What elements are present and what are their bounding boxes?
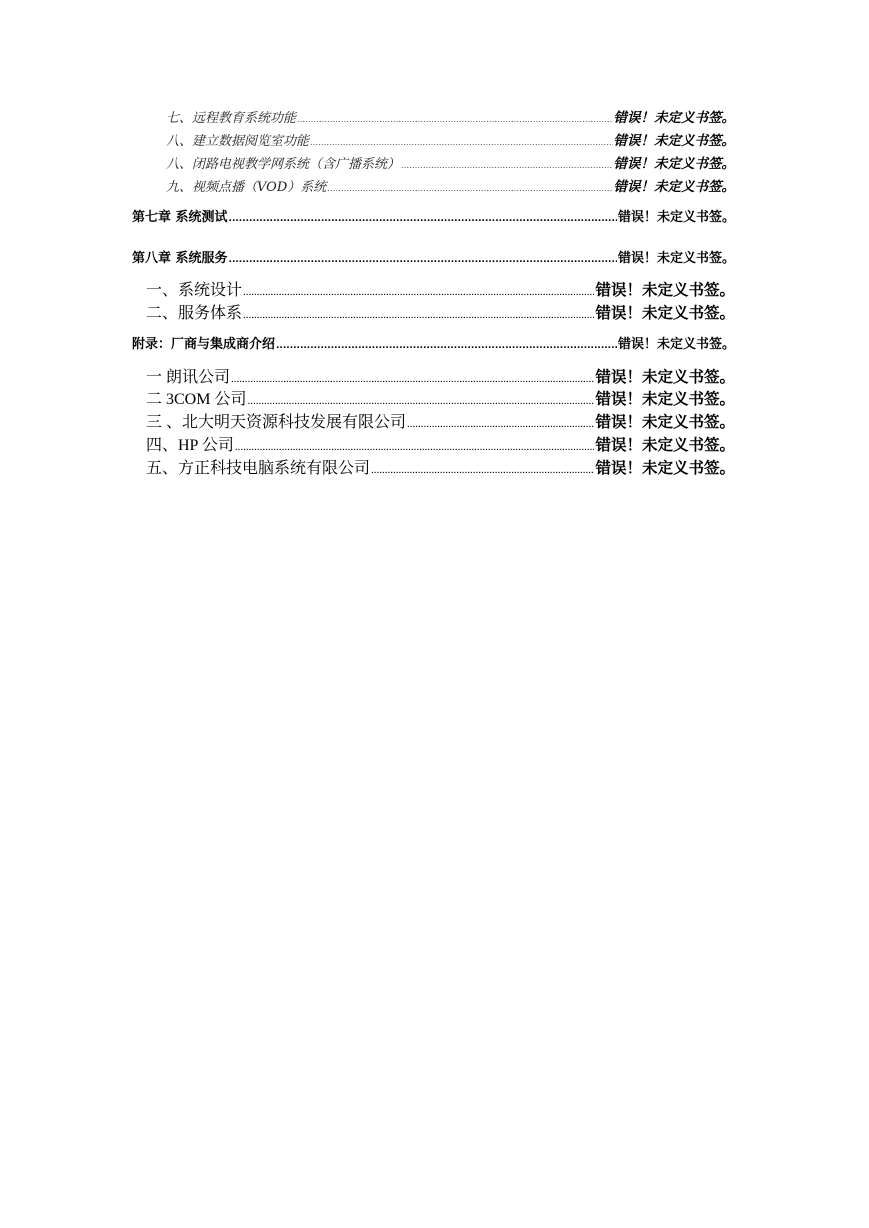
- toc-entry-title: 八、闭路电视教学网系统（含广播系统）: [166, 157, 401, 172]
- toc-leader-dots: [229, 255, 617, 265]
- toc-entry-title: 二、服务体系: [146, 305, 243, 322]
- toc-chapter-7[interactable]: [132, 206, 735, 225]
- toc-leader-dots: [243, 286, 594, 298]
- toc-entry-cctv-network[interactable]: [166, 152, 735, 172]
- toc-entry-title: 第八章 系统服务: [132, 251, 228, 266]
- toc-entry-page: 错误！未定义书签。: [595, 281, 735, 299]
- toc-entry-page: 错误！未定义书签。: [617, 210, 735, 225]
- toc-entry-title: 附录：厂商与集成商介绍: [132, 337, 276, 352]
- toc-leader-dots: [229, 214, 617, 224]
- toc-leader-dots: [310, 138, 612, 147]
- toc-entry-founder[interactable]: [146, 455, 735, 478]
- toc-entry-title: 五、方正科技电脑系统有限公司: [146, 460, 371, 477]
- toc-entry-title: 九、视频点播（VOD）系统: [166, 180, 327, 195]
- toc-leader-dots: [401, 161, 612, 170]
- toc-entry-title: 二 3COM 公司: [146, 391, 247, 408]
- toc-entry-3com[interactable]: [146, 386, 735, 409]
- toc-entry-title: 八、建立数据阅览室功能: [166, 134, 310, 149]
- toc-entry-title: 第七章 系统测试: [132, 210, 228, 225]
- toc-entry-system-design[interactable]: [146, 277, 735, 300]
- toc-entry-hp[interactable]: [146, 432, 735, 455]
- toc-entry-title: 三 、北大明天资源科技发展有限公司: [146, 414, 407, 431]
- toc-leader-dots: [297, 115, 612, 124]
- toc-entry-page: 错误！未定义书签。: [595, 368, 735, 386]
- toc-entry-page: 错误！未定义书签。: [595, 459, 735, 477]
- toc-entry-remote-education[interactable]: [166, 106, 735, 126]
- toc-entry-page: 错误！未定义书签。: [595, 390, 735, 408]
- toc-entry-title: 七、远程教育系统功能: [166, 111, 297, 126]
- toc-entry-title: 一 朗讯公司: [146, 369, 231, 386]
- toc-leader-dots: [231, 373, 594, 385]
- toc-entry-page: 错误！未定义书签。: [595, 413, 735, 431]
- toc-leader-dots: [235, 441, 595, 453]
- toc-entry-data-reading-room[interactable]: [166, 129, 735, 149]
- toc-entry-page: 错误！未定义书签。: [613, 110, 735, 126]
- toc-leader-dots: [407, 418, 594, 430]
- toc-entry-pku-mingtian[interactable]: [146, 409, 735, 432]
- toc-entry-vod-system[interactable]: [166, 175, 735, 195]
- toc-entry-page: 错误！未定义书签。: [617, 337, 735, 352]
- toc-leader-dots: [371, 464, 594, 476]
- toc-entry-page: 错误！未定义书签。: [595, 304, 735, 322]
- toc-entry-lucent[interactable]: [146, 364, 735, 387]
- toc-chapter-8[interactable]: [132, 247, 735, 266]
- toc-entry-service-system[interactable]: [146, 300, 735, 323]
- toc-entry-title: 四、HP 公司: [146, 437, 234, 454]
- toc-leader-dots: [247, 395, 594, 407]
- toc-leader-dots: [327, 184, 612, 193]
- toc-leader-dots: [243, 309, 594, 321]
- toc-appendix[interactable]: [132, 333, 735, 352]
- toc-entry-page: 错误！未定义书签。: [613, 156, 735, 172]
- toc-leader-dots: [276, 341, 617, 351]
- toc-entry-page: 错误！未定义书签。: [595, 436, 735, 454]
- toc-entry-page: 错误！未定义书签。: [617, 251, 735, 266]
- toc-entry-page: 错误！未定义书签。: [613, 133, 735, 149]
- toc-entry-title: 一、系统设计: [146, 282, 243, 299]
- toc-entry-page: 错误！未定义书签。: [613, 179, 735, 195]
